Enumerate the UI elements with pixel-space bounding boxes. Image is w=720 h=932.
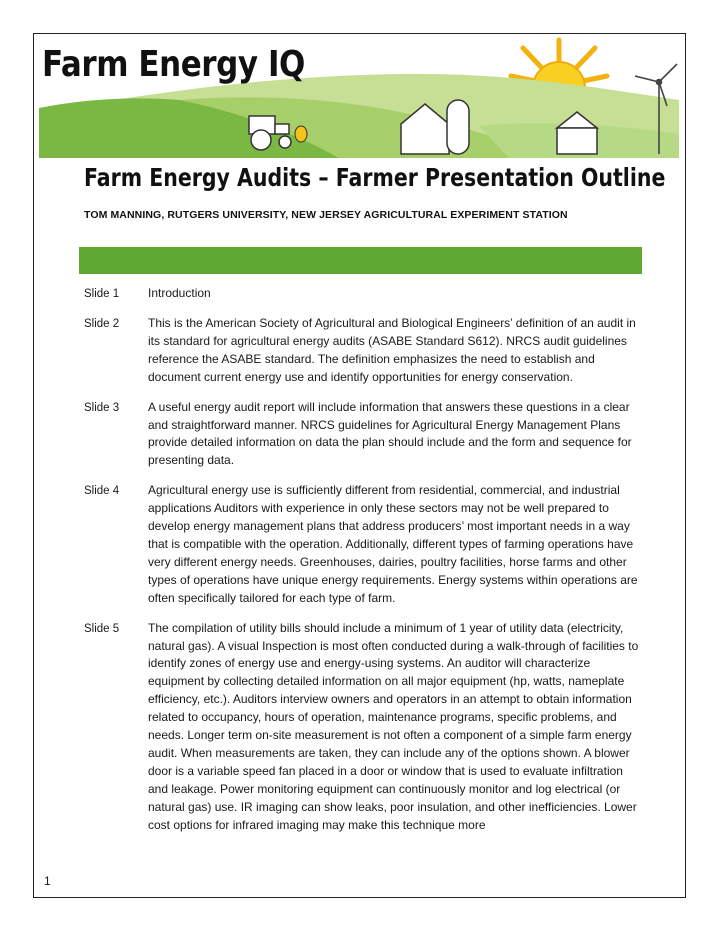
slide-text: Introduction	[148, 286, 211, 300]
slide-row	[84, 315, 644, 387]
slide-label: Slide 5	[84, 622, 120, 635]
slide-text: A useful energy audit report will include information that answers these questions in a clear and straightforward manner. NRCS guidelines for Agricultural Energy Management Plans provide detailed information on data the plan should include and the form and sequence for presenting data.	[148, 399, 632, 468]
slide-label: Slide 4	[84, 485, 120, 498]
page-number: 1	[44, 874, 51, 888]
slide-text: The compilation of utility bills should include a minimum of 1 year of utility data (electricity, natural gas). A visual Inspection is most often conducted during a walk-through of facilities to identify zones of energy use and energy-using systems. An auditor will characterize equipment by collecting detailed information on all major equipment (hp, watts, nameplate efficiency, etc.). Auditors interview owners and operators in an attempt to obtain information related to occupancy, hours of operation, maintenance programs, specific problems, and needs. Longer term on-site measurement is not often a component of a simple farm energy audit. When measurements are taken, they can include any of the options shown. A blower door is a variable speed fan placed in a door or window that is used to evaluate infiltration and leakage. Power monitoring equipment can continuously monitor and log electrical (or natural gas) use. IR imaging can show leaks, poor insulation, and other inefficiencies. Lower cost options for infrared imaging may make this technique more	[148, 620, 639, 832]
slide-row	[84, 399, 644, 471]
slide-row	[84, 482, 644, 607]
slide-label: Slide 3	[84, 401, 120, 414]
author-line: TOM MANNING, RUTGERS UNIVERSITY, NEW JERSEY AGRICULTURAL EXPERIMENT STATION	[84, 209, 568, 221]
slide-text: Agricultural energy use is sufficiently different from residential, commercial, and industrial applications Auditors with experience in only these sectors may not be well prepared to develop energy management plans that address producers’ most important needs in a way that is compatible with the operation. Additionally, different types of farming operations have very different energy needs. Greenhouses, dairies, poultry facilities, horse farms and other types of operations have unique energy requirements. Energy systems within operations are often specifically tailored for each type of farm.	[148, 483, 638, 605]
slide-text: This is the American Society of Agricultural and Biological Engineers’ definition of an audit in its standard for agricultural energy audits (ASABE Standard S612). NRCS audit guidelines reference the ASABE standard. The definition emphasizes the need to establish and document current energy use and identify opportunities for energy conservation.	[148, 316, 636, 384]
slide-row	[84, 620, 644, 835]
section-divider-bar	[79, 247, 642, 274]
document-title: Farm Energy Audits – Farmer Presentation Outline	[84, 163, 666, 192]
brand-logo-text: Farm Energy IQ	[42, 44, 305, 85]
slide-label: Slide 1	[84, 288, 120, 300]
fuel-drop-icon	[295, 126, 307, 142]
slide-row	[84, 285, 644, 303]
slide-outline-list	[84, 285, 644, 846]
slide-label: Slide 2	[84, 318, 120, 330]
